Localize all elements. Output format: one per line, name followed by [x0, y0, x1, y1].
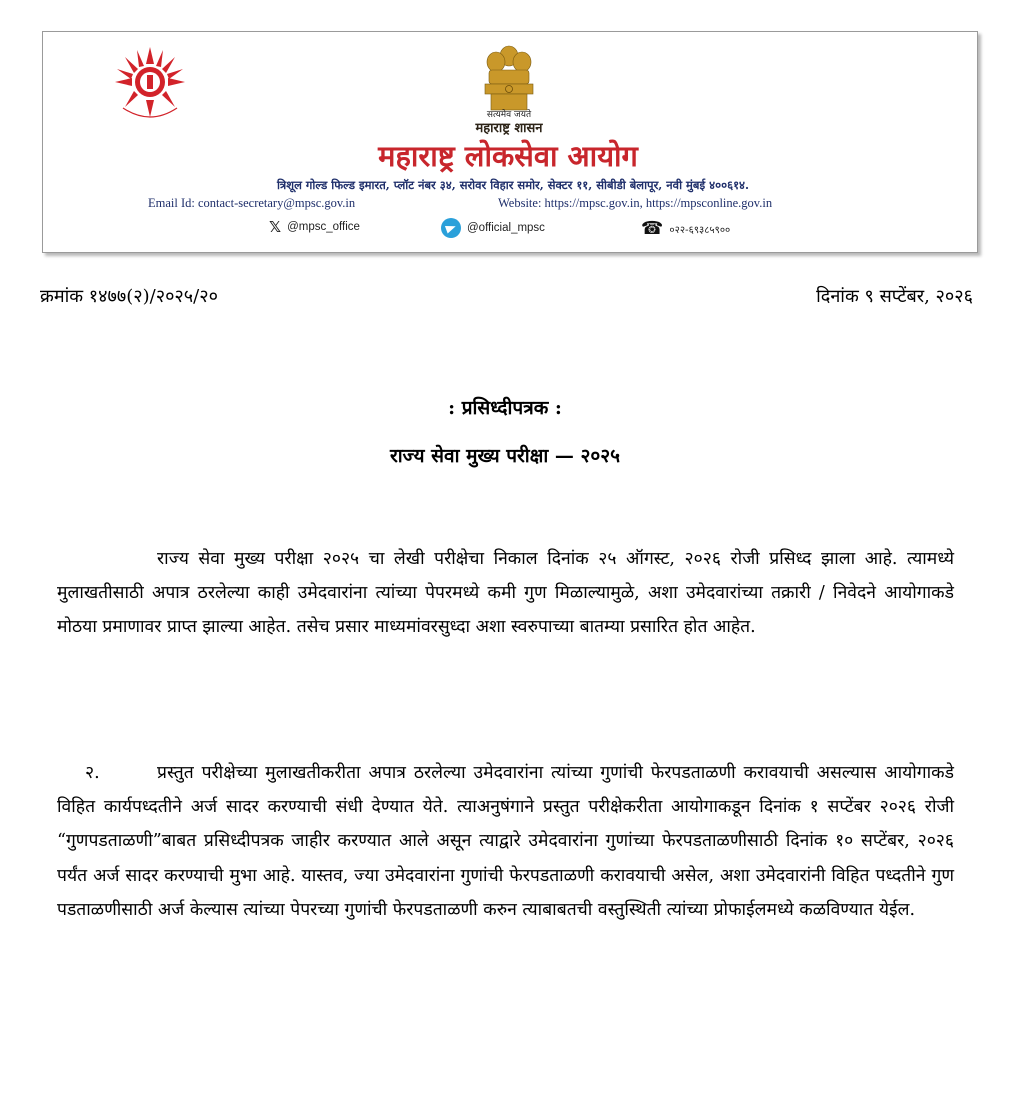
mpsc-seal-icon — [107, 42, 193, 128]
paragraph-1: राज्य सेवा मुख्य परीक्षा २०२५ चा लेखी परीक्षेचा निकाल दिनांक २५ ऑगस्ट, २०२६ रोजी प्रसिध्द झाला आहे. त्यामध्ये मुलाखतीसाठी अपात्र ठरलेल्या काही उमेदवारांना त्यांच्या पेपरमध्ये कमी गुण मिळाल्यामुळे, अशा उमेदवारांच्या तक्रारी / निवेदने आयोगाकडे मोठया प्रमाणावर प्राप्त झाल्या आहेत. तसेच प्रसार माध्यमांवरसुध्दा अशा स्वरुपाच्या बातम्या प्रसारित होत आहेत. — [57, 549, 954, 638]
telephone-icon: ☎ — [641, 218, 664, 239]
emblem-motto: सत्यमेव जयते — [486, 110, 532, 120]
x-handle: @mpsc_office — [287, 221, 360, 233]
phone-number: ०२२-६९३८५९०० — [669, 224, 731, 236]
paragraph-number: २. — [85, 763, 100, 783]
x-logo-icon: 𝕏 — [269, 218, 282, 236]
letterhead — [42, 31, 978, 253]
website-line[interactable]: Website: https://mpsc.gov.in, https://mpsconline.gov.in — [498, 196, 773, 210]
organization-address: त्रिशूल गोल्ड फिल्ड इमारत, प्लॉट नंबर ३४, सरोवर विहार समोर, सेक्टर ११, सीबीडी बेलापूर, नवी मुंबई ४००६१४. — [276, 178, 750, 192]
telegram-social-link[interactable] — [441, 218, 545, 238]
government-name: महाराष्ट्र शासन — [475, 121, 543, 136]
telegram-handle: @official_mpsc — [467, 222, 545, 234]
notice-subject: राज्य सेवा मुख्य परीक्षा — २०२५ — [389, 445, 621, 467]
notice-title — [0, 394, 1010, 420]
notice-title-text: : प्रसिध्दीपत्रक : — [448, 397, 562, 419]
ashoka-emblem-icon — [479, 42, 539, 116]
phone-contact — [641, 218, 730, 239]
paragraph-2-text: प्रस्तुत परीक्षेच्या मुलाखतीकरीता अपात्र ठरलेल्या उमेदवारांना त्यांच्या गुणांची फेरपडताळणी करावयाची असल्यास आयोगाकडे विहित कार्यपध्दतीने अर्ज सादर करण्याची संधी देण्यात येते. त्याअनुषंगाने प्रस्तुत परीक्षेकरीता आयोगाकडून दिनांक १ सप्टेंबर २०२६ रोजी “गुणपडताळणी”बाबत प्रसिध्दीपत्रक जाहीर करण्यात आले असून त्याद्वारे उमेदवारांना गुणांच्या फेरपडताळणीसाठी दिनांक १० सप्टेंबर, २०२६ पर्यंत अर्ज सादर करण्याची मुभा आहे. यास्तव, ज्या उमेदवारांना गुणांची फेरपडताळणी करावयाची असेल, अशा उमेदवारांनी विहित पध्दतीने गुण पडताळणीसाठी अर्ज केल्यास त्यांच्या पेपरच्या गुणांची फेरपडताळणी करुन त्याबाबतची वस्तुस्थिती त्यांच्या प्रोफाईलमध्ये कळविण्यात येईल. — [57, 763, 954, 920]
telegram-icon — [441, 218, 461, 238]
letter-date: दिनांक ९ सप्टेंबर, २०२६ — [816, 286, 973, 307]
paragraph-2 — [57, 756, 954, 927]
organization-title: महाराष्ट्र लोकसेवा आयोग — [378, 139, 638, 173]
reference-number: क्रमांक १४७७(२)/२०२५/२० — [40, 286, 218, 307]
x-social-link[interactable] — [269, 218, 360, 236]
email-line[interactable]: Email Id: contact-secretary@mpsc.gov.in — [148, 196, 356, 210]
